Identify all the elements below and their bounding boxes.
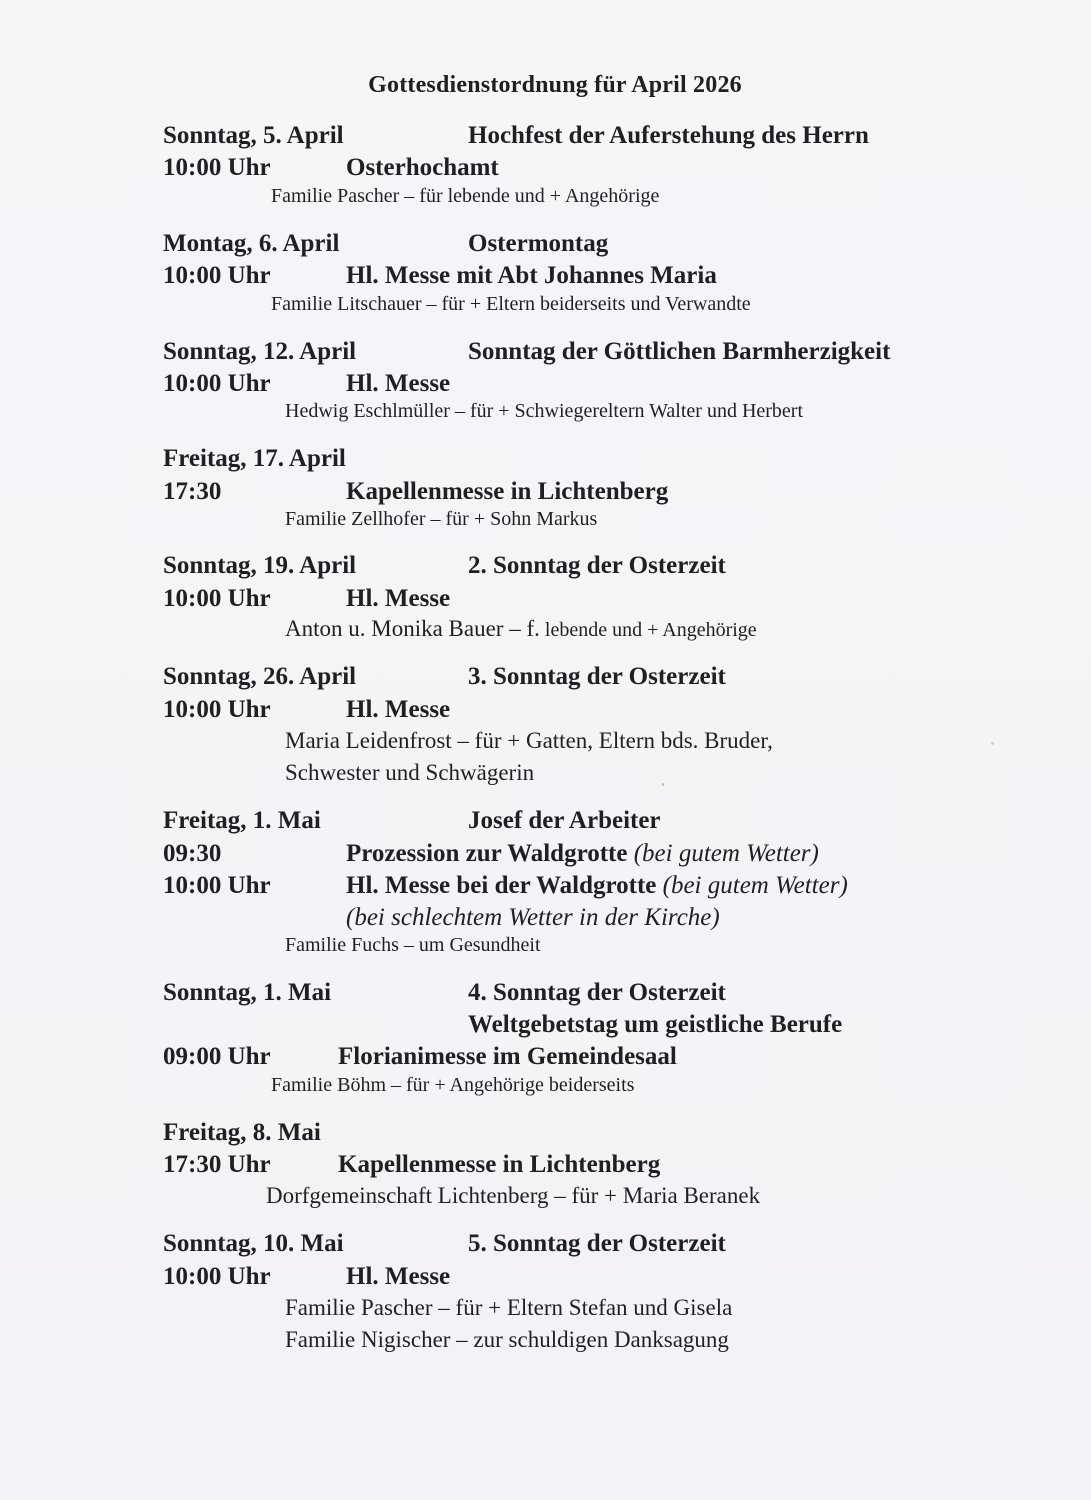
entry-service: Hl. Messe mit Abt Johannes Maria	[346, 262, 717, 289]
entry-time: 17:30 Uhr	[163, 1151, 271, 1178]
entry-intention: Familie Fuchs – um Gesundheit	[285, 934, 541, 956]
entry-day: Sonntag, 19. April	[163, 552, 357, 579]
entry-time: 10:00 Uhr	[163, 585, 271, 612]
entry-feast: Hochfest der Auferstehung des Herrn	[468, 122, 869, 149]
entry-service	[346, 873, 848, 898]
entry-feast: Josef der Arbeiter	[468, 807, 661, 834]
service-note: (bei schlechtem Wetter in der Kirche)	[346, 904, 720, 931]
entry-day: Sonntag, 12. April	[163, 338, 357, 365]
entry-service: Osterhochamt	[346, 154, 499, 181]
entry-time: 10:00 Uhr	[163, 1263, 271, 1290]
service-label: Hl. Messe bei der Waldgrotte	[346, 872, 657, 899]
entry-feast: 3. Sonntag der Osterzeit	[468, 663, 726, 690]
entry-time: 10:00 Uhr	[163, 370, 271, 397]
entry-service	[346, 841, 819, 866]
entry-intention: Familie Zellhofer – für + Sohn Markus	[285, 508, 598, 530]
entry-service: Kapellenmesse in Lichtenberg	[346, 478, 669, 505]
entry-feast: Sonntag der Göttlichen Barmherzigkeit	[468, 338, 891, 365]
intention-main: Anton u. Monika Bauer – f.	[285, 616, 540, 641]
entry-feast: 4. Sonntag der Osterzeit	[468, 979, 726, 1006]
entry-intention: Dorfgemeinschaft Lichtenberg – für + Maria Beranek	[266, 1183, 761, 1208]
entry-day: Freitag, 1. Mai	[163, 807, 321, 834]
entry-time: 09:00 Uhr	[163, 1043, 271, 1070]
entry-day: Montag, 6. April	[163, 230, 340, 257]
entry-time: 10:00 Uhr	[163, 872, 271, 899]
entry-day: Sonntag, 26. April	[163, 663, 357, 690]
paper-speck	[991, 742, 994, 745]
service-note: (bei gutem Wetter)	[662, 872, 848, 899]
entry-time: 17:30	[163, 478, 222, 505]
service-note: (bei gutem Wetter)	[633, 840, 819, 867]
entry-intention: Familie Pascher – für lebende und + Angehörige	[271, 185, 660, 207]
entry-day: Sonntag, 1. Mai	[163, 979, 332, 1006]
entry-time: 10:00 Uhr	[163, 262, 271, 289]
intention-rest: lebende und + Angehörige	[539, 619, 757, 641]
entry-feast: Ostermontag	[468, 230, 609, 257]
entry-intention: Familie Nigischer – zur schuldigen Danksagung	[285, 1327, 729, 1352]
paper-speck	[662, 783, 665, 787]
entry-day: Freitag, 8. Mai	[163, 1119, 321, 1146]
entry-service: Hl. Messe	[346, 370, 451, 397]
entry-day: Sonntag, 5. April	[163, 122, 344, 149]
entry-intention: Familie Pascher – für + Eltern Stefan und Gisela	[285, 1295, 733, 1320]
entry-intention: Schwester und Schwägerin	[285, 760, 535, 785]
entry-feast: Weltgebetstag um geistliche Berufe	[468, 1011, 843, 1038]
entry-service: Hl. Messe	[346, 585, 451, 612]
service-label: Prozession zur Waldgrotte	[346, 840, 628, 867]
entry-time: 10:00 Uhr	[163, 696, 271, 723]
entry-service: Kapellenmesse in Lichtenberg	[338, 1151, 661, 1178]
entry-day: Sonntag, 10. Mai	[163, 1230, 344, 1257]
entry-service: Hl. Messe	[346, 1263, 451, 1290]
entry-feast: 2. Sonntag der Osterzeit	[468, 552, 726, 579]
entry-time: 10:00 Uhr	[163, 154, 271, 181]
entry-intention: Hedwig Eschlmüller – für + Schwiegereltern Walter und Herbert	[285, 400, 804, 422]
entry-day: Freitag, 17. April	[163, 445, 346, 472]
entry-time: 09:30	[163, 840, 222, 867]
entry-intention: Familie Böhm – für + Angehörige beiderseits	[271, 1074, 635, 1096]
entry-intention: Familie Litschauer – für + Eltern beiderseits und Verwandte	[271, 293, 751, 315]
entry-feast: 5. Sonntag der Osterzeit	[468, 1230, 726, 1257]
entry-service: Hl. Messe	[346, 696, 451, 723]
document-title: Gottesdienstordnung für April 2026	[368, 72, 742, 98]
entry-service: Florianimesse im Gemeindesaal	[338, 1043, 677, 1070]
entry-intention	[285, 617, 757, 640]
entry-intention: Maria Leidenfrost – für + Gatten, Eltern bds. Bruder,	[285, 728, 773, 753]
